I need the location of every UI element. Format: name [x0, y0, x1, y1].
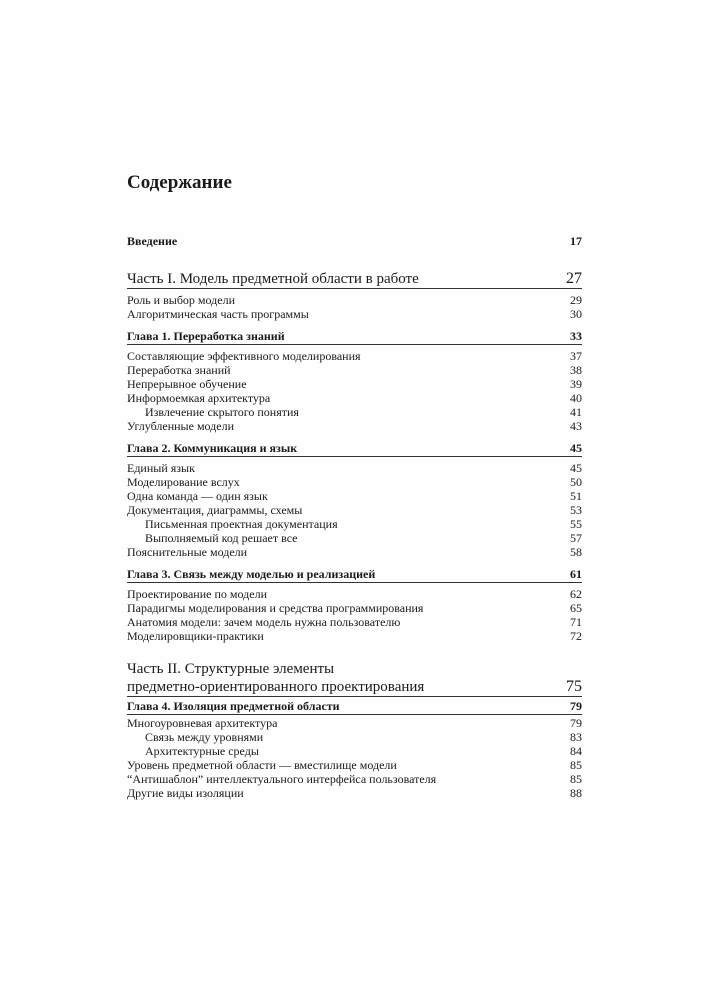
divider: [127, 582, 582, 583]
toc-part-label: Часть II. Структурные элементы: [127, 661, 335, 677]
toc-entry: [127, 461, 582, 475]
toc-entry-page: 55: [570, 517, 582, 531]
toc-entry-label: Уровень предметной области — вместилище модели: [127, 758, 397, 772]
toc-entry-label: Единый язык: [127, 461, 195, 475]
toc-entry: [127, 293, 582, 307]
toc-part-1: [127, 271, 582, 287]
toc-entry: [127, 503, 582, 517]
toc-entry: [127, 307, 582, 321]
toc-entry: [127, 786, 582, 800]
toc-subentry: [127, 730, 582, 744]
toc-entry-page: 84: [570, 744, 582, 758]
toc-subentry: [127, 744, 582, 758]
toc-chapter-1: [127, 329, 582, 343]
toc-entry-page: 51: [570, 489, 582, 503]
toc-entry-page: 41: [570, 405, 582, 419]
toc-chapter-label: Глава 4. Изоляция предметной области: [127, 699, 340, 713]
toc-chapter-page: 45: [570, 441, 582, 455]
toc-chapter-label: Глава 3. Связь между моделью и реализацией: [127, 567, 376, 581]
toc-chapter-3: [127, 567, 582, 581]
toc-entry-label: Информоемкая архитектура: [127, 391, 271, 405]
toc-part-2-line1: [127, 661, 582, 677]
toc-subentry: [127, 531, 582, 545]
toc-entry-label: Моделирование вслух: [127, 475, 240, 489]
toc-part-label: Часть I. Модель предметной области в работе: [127, 271, 419, 287]
toc-entry-label: Моделировщики-практики: [127, 629, 264, 643]
toc-chapter-label: Глава 2. Коммуникация и язык: [127, 441, 298, 455]
toc-entry-page: 17: [570, 234, 582, 248]
toc-entry: [127, 615, 582, 629]
toc-entry: [127, 489, 582, 503]
toc-entry-page: 37: [570, 349, 582, 363]
toc-entry-label: Выполняемый код решает все: [145, 531, 298, 545]
toc-entry: [127, 349, 582, 363]
toc-entry-label: “Антишаблон” интеллектуального интерфейса пользователя: [127, 772, 437, 786]
toc-entry-label: Другие виды изоляции: [127, 786, 244, 800]
toc-entry-page: 43: [570, 419, 582, 433]
toc-entry-label: Парадигмы моделирования и средства программирования: [127, 601, 424, 615]
toc-entry-label: Архитектурные среды: [145, 744, 259, 758]
divider: [127, 456, 582, 457]
toc-entry-label: Введение: [127, 234, 178, 248]
toc-entry-label: Непрерывное обучение: [127, 377, 247, 391]
toc-entry-page: 85: [570, 772, 582, 786]
toc-entry: [127, 419, 582, 433]
toc-entry-page: 45: [570, 461, 582, 475]
toc-chapter-page: 33: [570, 329, 582, 343]
toc-part-page: 27: [566, 270, 582, 287]
toc-entry-page: 65: [570, 601, 582, 615]
toc-entry: [127, 363, 582, 377]
toc-entry-label: Проектирование по модели: [127, 587, 267, 601]
toc-entry: [127, 601, 582, 615]
toc-entry-page: 29: [570, 293, 582, 307]
toc-entry-page: 30: [570, 307, 582, 321]
toc-entry: [127, 758, 582, 772]
toc-entry-page: 88: [570, 786, 582, 800]
toc-entry-page: 57: [570, 531, 582, 545]
toc-chapter-label: Глава 1. Переработка знаний: [127, 329, 285, 343]
toc-entry-label: Алгоритмическая часть программы: [127, 307, 309, 321]
toc-entry-label: Пояснительные модели: [127, 545, 248, 559]
toc-entry: [127, 716, 582, 730]
divider: [127, 344, 582, 345]
toc-entry-page: 71: [570, 615, 582, 629]
toc-entry: [127, 629, 582, 643]
toc-entry: [127, 587, 582, 601]
toc-chapter-page: 79: [570, 699, 582, 713]
toc-entry-page: 85: [570, 758, 582, 772]
toc-entry-page: 72: [570, 629, 582, 643]
toc-entry-label: Многоуровневая архитектура: [127, 716, 278, 730]
toc-subentry: [127, 405, 582, 419]
toc-entry: [127, 391, 582, 405]
toc-chapter-page: 61: [570, 567, 582, 581]
toc-entry-label: Связь между уровнями: [145, 730, 264, 744]
toc-intro: [127, 234, 582, 248]
toc-entry-label: Анатомия модели: зачем модель нужна пользователю: [127, 615, 401, 629]
toc-entry-page: 40: [570, 391, 582, 405]
toc-entry-label: Документация, диаграммы, схемы: [127, 503, 303, 517]
toc-part-label: предметно-ориентированного проектирования: [127, 679, 425, 695]
toc-chapter-2: [127, 441, 582, 455]
toc-part-2-line2: [127, 679, 582, 695]
page-title: Содержание: [127, 172, 232, 193]
toc-entry: [127, 377, 582, 391]
toc-entry: [127, 475, 582, 489]
toc-entry-page: 83: [570, 730, 582, 744]
toc-entry-page: 50: [570, 475, 582, 489]
toc-entry-page: 38: [570, 363, 582, 377]
divider: [127, 714, 582, 715]
toc-entry-label: Извлечение скрытого понятия: [145, 405, 299, 419]
toc-entry-page: 62: [570, 587, 582, 601]
toc-entry-page: 58: [570, 545, 582, 559]
toc-entry-label: Роль и выбор модели: [127, 293, 236, 307]
toc-part-page: 75: [566, 678, 582, 695]
toc-entry-label: Одна команда — один язык: [127, 489, 268, 503]
toc-entry-page: 39: [570, 377, 582, 391]
toc-subentry: [127, 517, 582, 531]
toc-entry: [127, 545, 582, 559]
toc-entry-label: Письменная проектная документация: [145, 517, 338, 531]
toc-entry: [127, 772, 582, 786]
toc-entry-label: Составляющие эффективного моделирования: [127, 349, 361, 363]
divider: [127, 696, 582, 697]
toc-entry-label: Углубленные модели: [127, 419, 235, 433]
toc-entry-page: 79: [570, 716, 582, 730]
toc-chapter-4: [127, 699, 582, 713]
divider: [127, 288, 582, 289]
toc-entry-label: Переработка знаний: [127, 363, 231, 377]
toc-entry-page: 53: [570, 503, 582, 517]
